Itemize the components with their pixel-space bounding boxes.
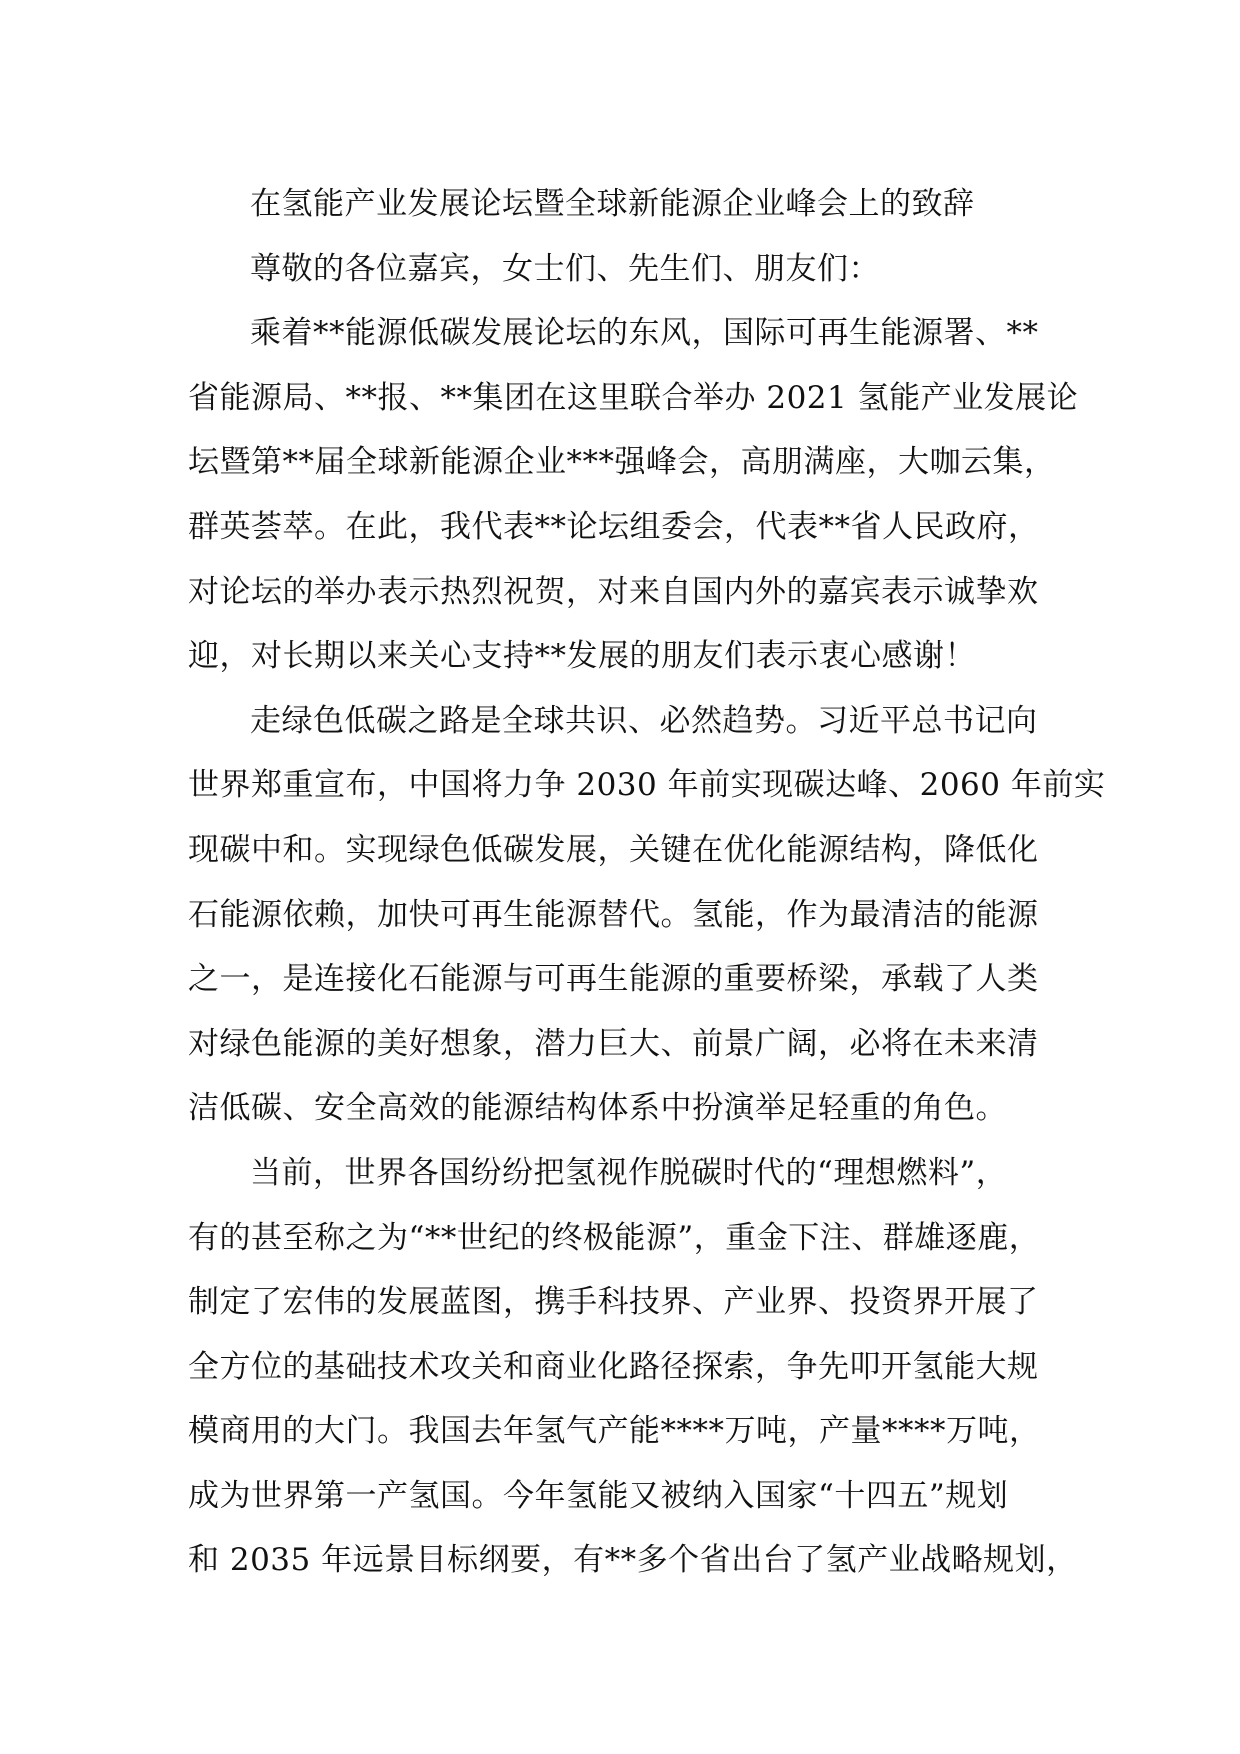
paragraph-line: 世界郑重宣布，中国将力争 2030 年前实现碳达峰、2060 年前实 xyxy=(188,767,1106,804)
paragraph-3 xyxy=(188,1141,1078,1593)
salutation: 尊敬的各位嘉宾，女士们、先生们、朋友们： xyxy=(250,250,880,287)
paragraph-line: 全方位的基础技术攻关和商业化路径探索，争先叩开氢能大规 xyxy=(188,1348,1039,1385)
paragraph-line: 现碳中和。实现绿色低碳发展，关键在优化能源结构，降低化 xyxy=(188,831,1039,868)
paragraph-line: 走绿色低碳之路是全球共识、必然趋势。习近平总书记向 xyxy=(250,702,1038,739)
paragraph-line: 模商用的大门。我国去年氢气产能****万吨，产量****万吨， xyxy=(188,1413,1041,1450)
paragraph-line: 和 2035 年远景目标纲要，有**多个省出台了氢产业战略规划， xyxy=(188,1542,1078,1579)
paragraph-line: 群英荟萃。在此，我代表**论坛组委会，代表**省人民政府， xyxy=(188,508,1040,545)
paragraph-line: 坛暨第**届全球新能源企业***强峰会，高朋满座，大咖云集， xyxy=(188,444,1056,481)
paragraph-line: 迎，对长期以来关心支持**发展的朋友们表示衷心感谢！ xyxy=(188,638,976,675)
paragraph-line: 石能源依赖，加快可再生能源替代。氢能，作为最清洁的能源 xyxy=(188,896,1039,933)
paragraph-line: 成为世界第一产氢国。今年氢能又被纳入国家“十四五”规划 xyxy=(188,1477,1009,1514)
document-title: 在氢能产业发展论坛暨全球新能源企业峰会上的致辞 xyxy=(250,186,975,222)
paragraph-2 xyxy=(188,689,1106,1141)
paragraph-line: 当前，世界各国纷纷把氢视作脱碳时代的“理想燃料”， xyxy=(250,1154,1008,1191)
paragraph-line: 省能源局、**报、**集团在这里联合举办 2021 氢能产业发展论 xyxy=(188,379,1079,416)
paragraph-line: 制定了宏伟的发展蓝图，携手科技界、产业界、投资界开展了 xyxy=(188,1284,1039,1321)
paragraph-line: 有的甚至称之为“**世纪的终极能源”，重金下注、群雄逐鹿， xyxy=(188,1219,1041,1256)
paragraph-line: 洁低碳、安全高效的能源结构体系中扮演举足轻重的角色。 xyxy=(188,1090,1007,1127)
paragraph-line: 乘着**能源低碳发展论坛的东风，国际可再生能源署、** xyxy=(250,315,1039,352)
paragraph-1 xyxy=(188,301,1079,689)
paragraph-line: 对绿色能源的美好想象，潜力巨大、前景广阔，必将在未来清 xyxy=(188,1025,1039,1062)
paragraph-line: 对论坛的举办表示热烈祝贺，对来自国内外的嘉宾表示诚挚欢 xyxy=(188,573,1039,610)
paragraph-line: 之一，是连接化石能源与可再生能源的重要桥梁，承载了人类 xyxy=(188,961,1039,998)
document-body xyxy=(188,172,1106,1593)
